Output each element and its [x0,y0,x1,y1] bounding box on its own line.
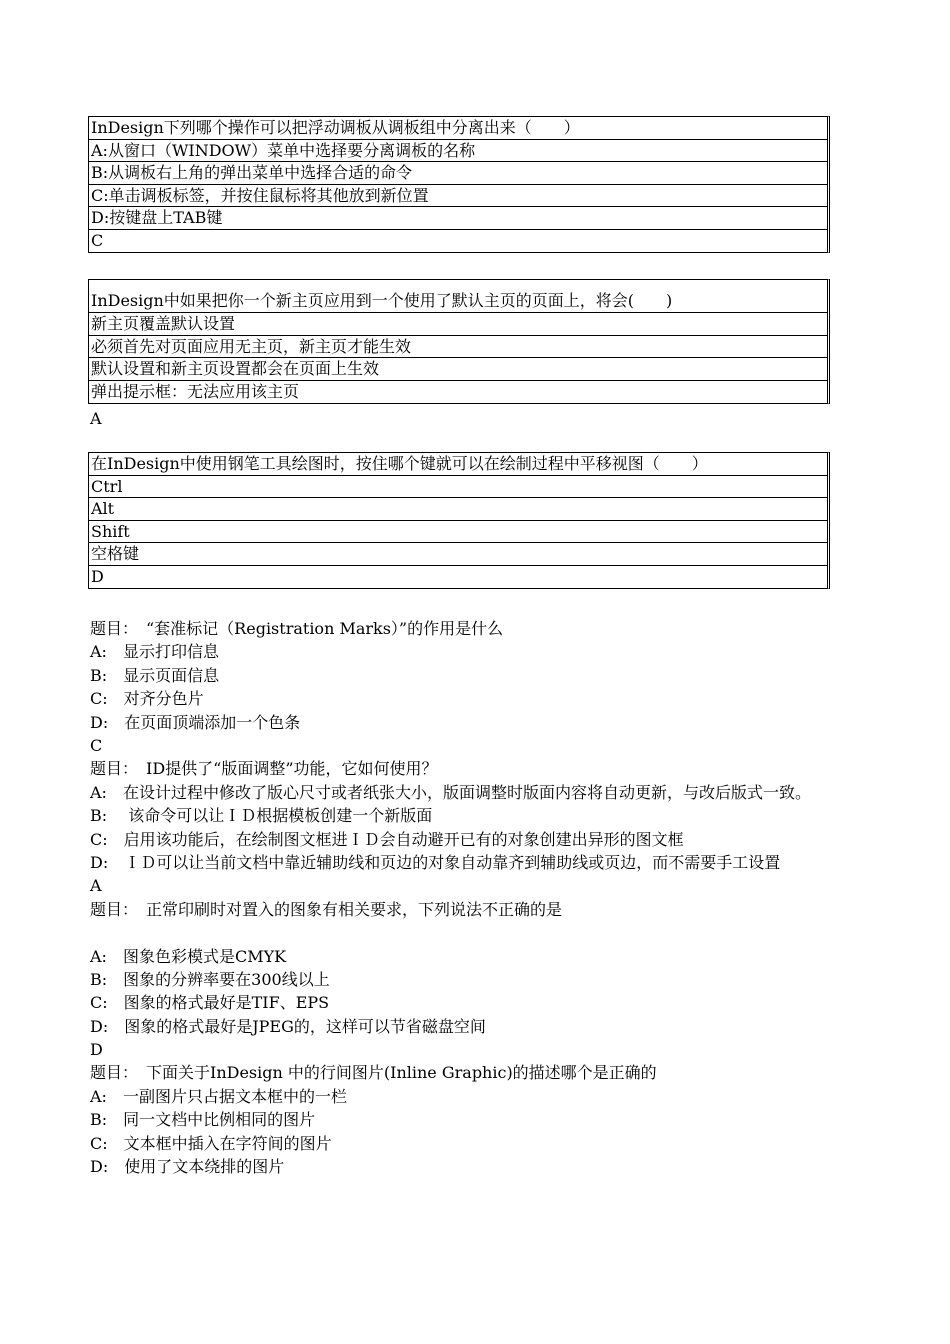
question-6-option-c: C: 图象的格式最好是TIF、EPS [90,993,330,1013]
question-3-option-c: Shift [89,521,827,544]
question-4-option-b: B: 显示页面信息 [90,665,220,685]
question-7-option-c: C: 文本框中插入在字符间的图片 [90,1133,332,1153]
question-1-option-b: B:从调板右上角的弹出菜单中选择合适的命令 [89,162,827,185]
question-1-table [88,116,830,253]
question-5-option-d: D: ＩＤ可以让当前文档中靠近辅助线和页边的对象自动靠齐到辅助线或页边，而不需要手工设置 [90,852,781,872]
question-6-option-a: A: 图象色彩模式是CMYK [90,946,287,966]
question-2-option-a: 新主页覆盖默认设置 [89,313,827,336]
question-2-option-d: 弹出提示框：无法应用该主页 [91,381,300,401]
question-4-option-d: D: 在页面顶端添加一个色条 [90,712,301,732]
question-1-option-c: C:单击调板标签，并按住鼠标将其他放到新位置 [89,185,827,208]
question-3-option-b: Alt [89,498,827,521]
question-2-option-c: 默认设置和新主页设置都会在页面上生效 [89,358,827,381]
question-1-option-d: D:按键盘上TAB键 [89,207,827,230]
question-4-option-a: A: 显示打印信息 [90,642,219,662]
question-3-table [88,452,830,589]
question-2-option-b: 必须首先对页面应用无主页，新主页才能生效 [89,336,827,359]
question-4-answer: C [90,735,103,755]
question-3-text: 在InDesign中使用钢笔工具绘图时，按住哪个键就可以在绘制过程中平移视图（ ） [89,453,827,476]
question-5-answer: A [90,876,102,896]
question-5-option-b: B: 该命令可以让ＩＤ根据模板创建一个新版面 [90,806,433,826]
question-7-option-d: D: 使用了文本绕排的图片 [90,1157,285,1177]
question-3-answer: D [91,566,104,586]
question-2-answer: A [90,409,102,428]
question-1-text: InDesign下列哪个操作可以把浮动调板从调板组中分离出来（ ） [89,117,827,140]
question-3-option-d: 空格键 [89,543,827,566]
question-5-option-c: C: 启用该功能后，在绘制图文框进ＩＤ会自动避开已有的对象创建出异形的图文框 [90,829,684,849]
question-5-option-a: A: 在设计过程中修改了版心尺寸或者纸张大小，版面调整时版面内容将自动更新，与改后版式一致。 [90,782,811,802]
question-6-option-b: B: 图象的分辨率要在300线以上 [90,969,330,989]
question-2-text: InDesign中如果把你一个新主页应用到一个使用了默认主页的页面上，将会( ) [89,280,827,313]
question-7-option-a: A: 一副图片只占据文本框中的一栏 [90,1086,347,1106]
question-2-table [88,279,830,404]
question-6-option-d: D: 图象的格式最好是JPEG的，这样可以节省磁盘空间 [90,1016,486,1036]
question-7-text: 题目： 下面关于InDesign 中的行间图片(Inline Graphic)的描述哪个是正确的 [90,1063,657,1083]
question-7-option-b: B: 同一文档中比例相同的图片 [90,1110,316,1130]
blank-line [90,921,825,944]
question-6-text: 题目： 正常印刷时对置入的图象有相关要求，下列说法不正确的是 [90,899,563,919]
question-1-answer: C [91,230,104,250]
question-6-answer: D [90,1040,103,1060]
question-4-option-c: C: 对齐分色片 [90,689,204,709]
plain-questions [90,617,825,1178]
question-4-text: 题目： “套准标记（Registration Marks）”的作用是什么 [90,619,504,638]
question-5-text: 题目： ID提供了“版面调整”功能，它如何使用？ [90,759,438,779]
question-1-option-a: A:从窗口（WINDOW）菜单中选择要分离调板的名称 [89,140,827,163]
question-3-option-a: Ctrl [89,476,827,499]
